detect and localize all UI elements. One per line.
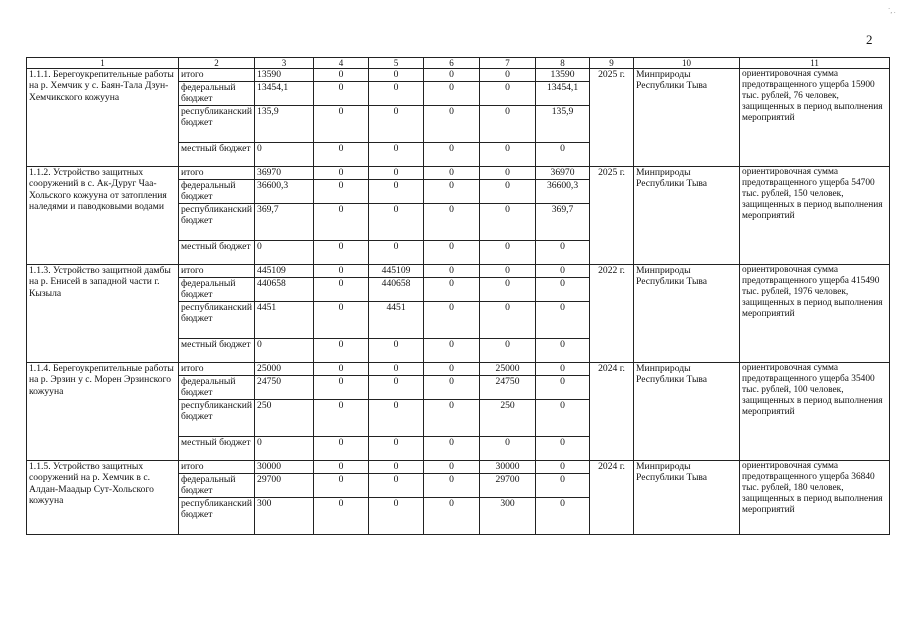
- funding-source: итого: [179, 167, 255, 180]
- table-row: [27, 363, 890, 376]
- amount-cell: 0: [424, 278, 480, 302]
- amount-cell: 0: [314, 498, 369, 535]
- amount-cell: 29700: [255, 474, 314, 498]
- amount-cell: 0: [424, 474, 480, 498]
- deadline-year: 2024 г.: [590, 461, 634, 535]
- amount-cell: 0: [536, 498, 590, 535]
- funding-source: местный бюджет: [179, 437, 255, 461]
- amount-cell: 0: [314, 180, 369, 204]
- amount-cell: 36600,3: [536, 180, 590, 204]
- amount-cell: 30000: [255, 461, 314, 474]
- amount-cell: 0: [369, 167, 424, 180]
- measure-name: 1.1.5. Устройство защитных сооружений на р. Хемчик в с. Алдан-Маадыр Сут-Хольского кожууна: [27, 461, 179, 535]
- corner-scan-mark: `, .: [888, 7, 896, 15]
- amount-cell: 0: [369, 69, 424, 82]
- amount-cell: 0: [369, 461, 424, 474]
- column-number: 1: [27, 58, 179, 69]
- amount-cell: 445109: [369, 265, 424, 278]
- amount-cell: 0: [536, 400, 590, 437]
- amount-cell: 0: [536, 241, 590, 265]
- amount-cell: 440658: [369, 278, 424, 302]
- amount-cell: 24750: [255, 376, 314, 400]
- amount-cell: 0: [480, 204, 536, 241]
- funding-source: федеральный бюджет: [179, 82, 255, 106]
- funding-source: местный бюджет: [179, 241, 255, 265]
- amount-cell: 0: [536, 363, 590, 376]
- funding-source: республиканский бюджет: [179, 400, 255, 437]
- amount-cell: 0: [424, 437, 480, 461]
- amount-cell: 0: [314, 106, 369, 143]
- measure-name: 1.1.4. Берегоукрепительные работы на р. Эрзин у с. Морен Эрзинского кожууна: [27, 363, 179, 461]
- deadline-year: 2024 г.: [590, 363, 634, 461]
- funding-source: республиканский бюджет: [179, 498, 255, 535]
- column-number: 8: [536, 58, 590, 69]
- amount-cell: 0: [424, 376, 480, 400]
- amount-cell: 0: [314, 143, 369, 167]
- amount-cell: 0: [424, 400, 480, 437]
- expected-result: ориентировочная сумма предотвращенного ущерба 36840 тыс. рублей, 180 человек, защищенных в период выполнения мероприятий: [740, 461, 890, 535]
- amount-cell: 0: [369, 106, 424, 143]
- amount-cell: 0: [536, 376, 590, 400]
- amount-cell: 0: [424, 204, 480, 241]
- column-number: 4: [314, 58, 369, 69]
- amount-cell: 0: [480, 241, 536, 265]
- amount-cell: 0: [255, 437, 314, 461]
- amount-cell: 4451: [369, 302, 424, 339]
- funding-source: республиканский бюджет: [179, 302, 255, 339]
- expected-result: ориентировочная сумма предотвращенного ущерба 415490 тыс. рублей, 1976 человек, защищенных в период выполнения мероприятий: [740, 265, 890, 363]
- measure-name: 1.1.3. Устройство защитной дамбы на р. Енисей в западной части г. Кызыла: [27, 265, 179, 363]
- amount-cell: 0: [480, 69, 536, 82]
- executor: Минприроды Республики Тыва: [634, 265, 740, 363]
- amount-cell: 0: [369, 400, 424, 437]
- measure-name: 1.1.2. Устройство защитных сооружений в с. Ак-Дуруг Чаа-Хольского кожууна от затопления наледями и паводковыми водами: [27, 167, 179, 265]
- amount-cell: 250: [480, 400, 536, 437]
- amount-cell: 0: [314, 400, 369, 437]
- column-number: 10: [634, 58, 740, 69]
- amount-cell: 0: [369, 204, 424, 241]
- amount-cell: 0: [536, 302, 590, 339]
- amount-cell: 0: [536, 265, 590, 278]
- amount-cell: 0: [255, 339, 314, 363]
- amount-cell: 25000: [255, 363, 314, 376]
- amount-cell: 25000: [480, 363, 536, 376]
- amount-cell: 0: [314, 363, 369, 376]
- funding-source: федеральный бюджет: [179, 474, 255, 498]
- page-number: 2: [866, 32, 873, 47]
- amount-cell: 0: [536, 143, 590, 167]
- table-row: [27, 265, 890, 278]
- table-row: [27, 461, 890, 474]
- amount-cell: 0: [480, 278, 536, 302]
- funding-source: итого: [179, 69, 255, 82]
- amount-cell: 0: [480, 106, 536, 143]
- amount-cell: 0: [480, 339, 536, 363]
- deadline-year: 2022 г.: [590, 265, 634, 363]
- deadline-year: 2025 г.: [590, 69, 634, 167]
- executor: Минприроды Республики Тыва: [634, 363, 740, 461]
- amount-cell: 24750: [480, 376, 536, 400]
- column-number: 9: [590, 58, 634, 69]
- amount-cell: 13454,1: [536, 82, 590, 106]
- column-number: 11: [740, 58, 890, 69]
- executor: Минприроды Республики Тыва: [634, 461, 740, 535]
- amount-cell: 0: [480, 143, 536, 167]
- amount-cell: 36600,3: [255, 180, 314, 204]
- amount-cell: 300: [480, 498, 536, 535]
- amount-cell: 36970: [536, 167, 590, 180]
- amount-cell: 445109: [255, 265, 314, 278]
- amount-cell: 36970: [255, 167, 314, 180]
- amount-cell: 13590: [536, 69, 590, 82]
- amount-cell: 0: [424, 180, 480, 204]
- amount-cell: 0: [314, 437, 369, 461]
- amount-cell: 0: [424, 265, 480, 278]
- amount-cell: 0: [369, 498, 424, 535]
- funding-source: итого: [179, 265, 255, 278]
- amount-cell: 0: [369, 437, 424, 461]
- amount-cell: 0: [255, 143, 314, 167]
- amount-cell: 369,7: [255, 204, 314, 241]
- amount-cell: 4451: [255, 302, 314, 339]
- expected-result: ориентировочная сумма предотвращенного ущерба 15900 тыс. рублей, 76 человек, защищенных в период выполнения мероприятий: [740, 69, 890, 167]
- amount-cell: 30000: [480, 461, 536, 474]
- amount-cell: 0: [369, 363, 424, 376]
- expected-result: ориентировочная сумма предотвращенного ущерба 35400 тыс. рублей, 100 человек, защищенных в период выполнения мероприятий: [740, 363, 890, 461]
- amount-cell: 0: [314, 376, 369, 400]
- amount-cell: 0: [424, 339, 480, 363]
- amount-cell: 135,9: [255, 106, 314, 143]
- amount-cell: 0: [480, 82, 536, 106]
- amount-cell: 0: [424, 143, 480, 167]
- amount-cell: 0: [424, 167, 480, 180]
- amount-cell: 0: [314, 278, 369, 302]
- funding-source: республиканский бюджет: [179, 204, 255, 241]
- amount-cell: 0: [480, 302, 536, 339]
- amount-cell: 0: [314, 302, 369, 339]
- amount-cell: 13590: [255, 69, 314, 82]
- amount-cell: 0: [369, 241, 424, 265]
- amount-cell: 0: [536, 474, 590, 498]
- amount-cell: 0: [480, 180, 536, 204]
- amount-cell: 29700: [480, 474, 536, 498]
- amount-cell: 0: [424, 461, 480, 474]
- amount-cell: 0: [314, 461, 369, 474]
- amount-cell: 0: [424, 82, 480, 106]
- amount-cell: 369,7: [536, 204, 590, 241]
- amount-cell: 0: [424, 302, 480, 339]
- column-number-row: [27, 58, 890, 69]
- funding-table: [26, 57, 890, 535]
- funding-source: федеральный бюджет: [179, 180, 255, 204]
- funding-source: республиканский бюджет: [179, 106, 255, 143]
- executor: Минприроды Республики Тыва: [634, 167, 740, 265]
- amount-cell: 0: [480, 167, 536, 180]
- funding-source: итого: [179, 363, 255, 376]
- amount-cell: 0: [314, 474, 369, 498]
- amount-cell: 0: [369, 180, 424, 204]
- amount-cell: 0: [369, 339, 424, 363]
- amount-cell: 0: [369, 82, 424, 106]
- column-number: 2: [179, 58, 255, 69]
- table-row: [27, 69, 890, 82]
- amount-cell: 0: [369, 474, 424, 498]
- funding-source: федеральный бюджет: [179, 376, 255, 400]
- amount-cell: 13454,1: [255, 82, 314, 106]
- column-number: 5: [369, 58, 424, 69]
- amount-cell: 0: [480, 437, 536, 461]
- amount-cell: 0: [314, 204, 369, 241]
- column-number: 6: [424, 58, 480, 69]
- executor: Минприроды Республики Тыва: [634, 69, 740, 167]
- amount-cell: 0: [314, 241, 369, 265]
- funding-source: местный бюджет: [179, 339, 255, 363]
- amount-cell: 0: [536, 278, 590, 302]
- amount-cell: 0: [369, 143, 424, 167]
- deadline-year: 2025 г.: [590, 167, 634, 265]
- funding-source: федеральный бюджет: [179, 278, 255, 302]
- amount-cell: 135,9: [536, 106, 590, 143]
- amount-cell: 250: [255, 400, 314, 437]
- amount-cell: 0: [314, 82, 369, 106]
- amount-cell: 0: [369, 376, 424, 400]
- table-row: [27, 167, 890, 180]
- amount-cell: 0: [314, 69, 369, 82]
- amount-cell: 0: [424, 241, 480, 265]
- amount-cell: 0: [424, 69, 480, 82]
- amount-cell: 0: [536, 461, 590, 474]
- amount-cell: 0: [255, 241, 314, 265]
- amount-cell: 0: [424, 106, 480, 143]
- amount-cell: 0: [536, 437, 590, 461]
- amount-cell: 0: [536, 339, 590, 363]
- amount-cell: 0: [480, 265, 536, 278]
- expected-result: ориентировочная сумма предотвращенного ущерба 54700 тыс. рублей, 150 человек, защищенных в период выполнения мероприятий: [740, 167, 890, 265]
- amount-cell: 300: [255, 498, 314, 535]
- measure-name: 1.1.1. Берегоукрепительные работы на р. Хемчик у с. Баян-Тала Дзун-Хемчикского кожууна: [27, 69, 179, 167]
- amount-cell: 0: [314, 265, 369, 278]
- column-number: 7: [480, 58, 536, 69]
- amount-cell: 0: [314, 167, 369, 180]
- amount-cell: 0: [424, 498, 480, 535]
- amount-cell: 0: [314, 339, 369, 363]
- column-number: 3: [255, 58, 314, 69]
- amount-cell: 0: [424, 363, 480, 376]
- amount-cell: 440658: [255, 278, 314, 302]
- funding-source: итого: [179, 461, 255, 474]
- funding-source: местный бюджет: [179, 143, 255, 167]
